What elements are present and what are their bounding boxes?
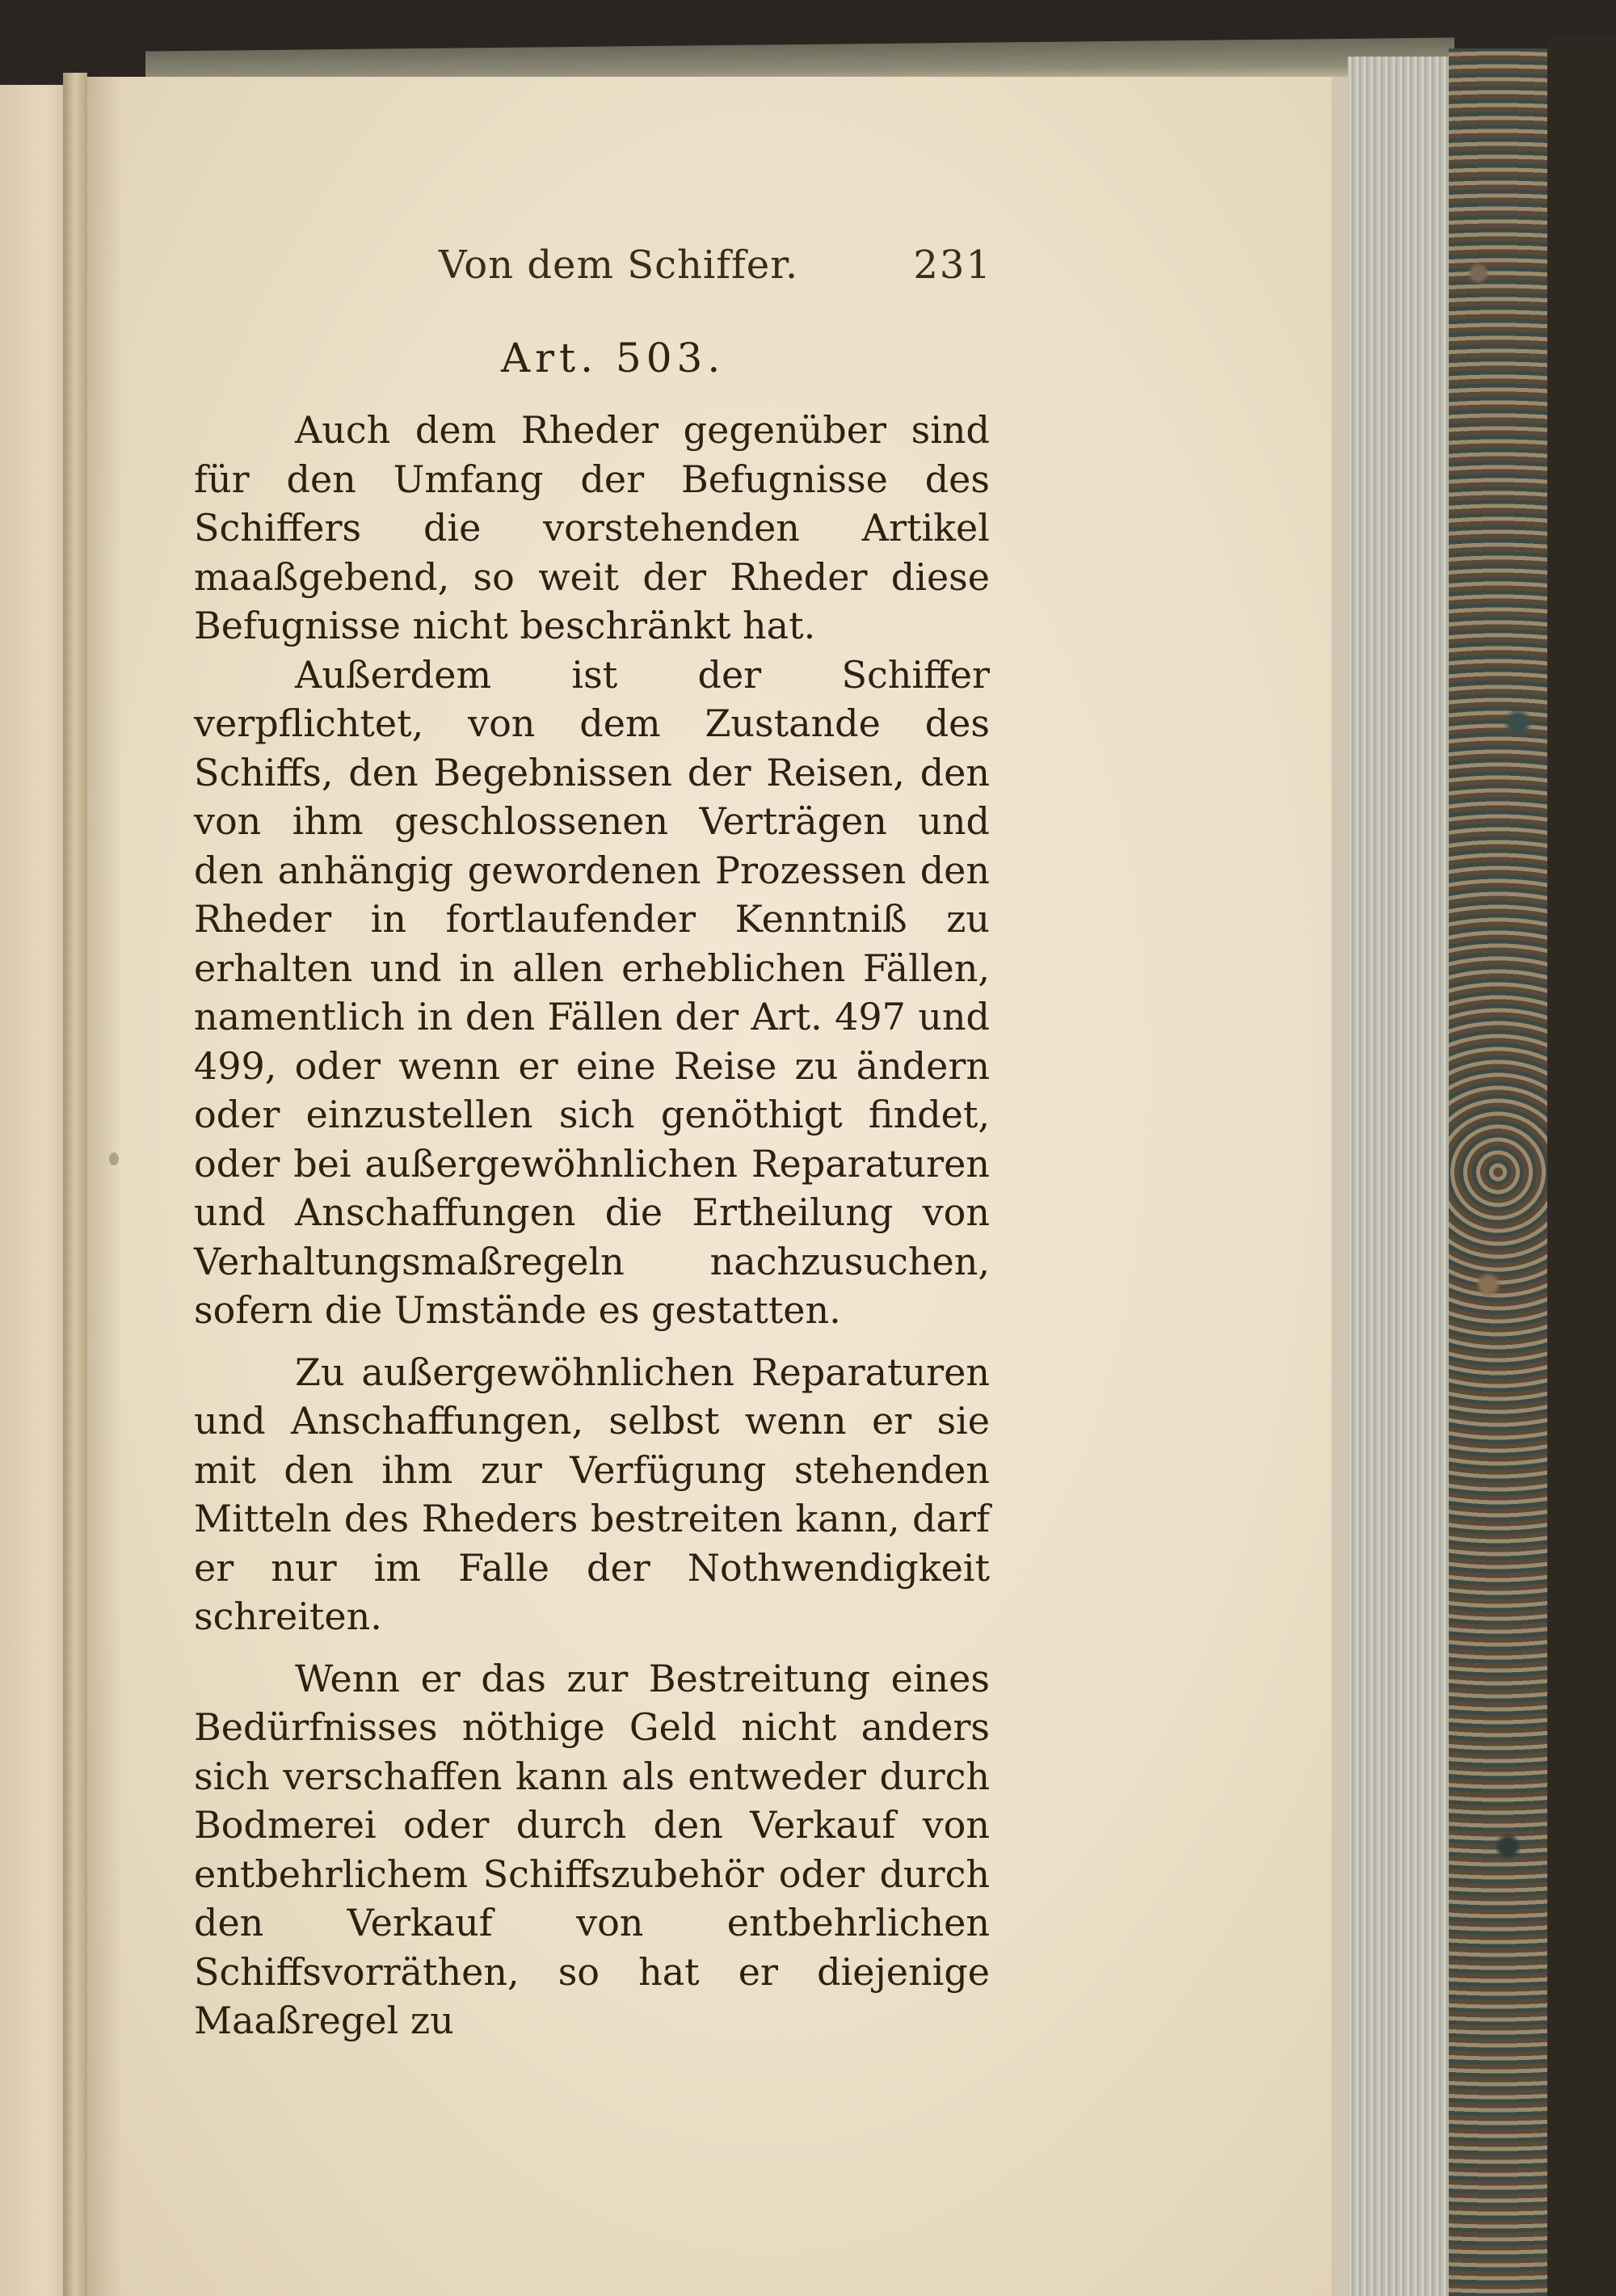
paragraph-3: Zu außergewöhnlichen Reparaturen und Anschaffungen, selbst wenn er sie mit den ihm zur Verfügung stehenden Mitteln des Rheders bestreiten kann, darf er nur im Falle der Nothwendigkeit schreiten. <box>194 1350 990 1638</box>
book-cover-back <box>1547 36 1616 2296</box>
article-heading: Art. 503. <box>501 335 726 381</box>
paragraph-1: Auch dem Rheder gegenüber sind für den Umfang der Befugnisse des Schiffers die vorstehenden Artikel maaßgebend, so weit der Rheder diese Befugnisse nicht beschränkt hat. <box>194 408 990 647</box>
marbled-cover-edge <box>1449 48 1547 2296</box>
ink-spot <box>109 1152 119 1165</box>
book-gutter <box>63 73 87 2296</box>
article-body <box>194 406 990 2045</box>
page-number: 231 <box>913 242 992 288</box>
page-edge <box>1332 77 1348 2296</box>
book-fore-edge <box>1348 57 1449 2296</box>
running-title: Von dem Schiffer. <box>439 242 799 288</box>
paragraph-2: Außerdem ist der Schiffer verpflichtet, von dem Zustande des Schiffs, den Begebnissen der Reisen, den von ihm geschlossenen Verträgen und den anhängig gewordenen Prozessen den Rheder in fortlaufender Kenntniß zu erhalten und in allen erheblichen Fällen, namentlich in den Fällen der Art. 497 und 499, oder wenn er eine Reise zu ändern oder einzustellen sich genöthigt findet, oder bei außergewöhnlichen Reparaturen und Anschaffungen die Ertheilung von Verhaltungsmaßregeln nachzusuchen, sofern die Umstände es gestatten. <box>194 652 990 1332</box>
running-head <box>196 242 992 291</box>
paragraph-4: Wenn er das zur Bestreitung eines Bedürfnisses nöthige Geld nicht anders sich verschaffen kann als entweder durch Bodmerei oder durch den Verkauf von entbehrlichem Schiffszubehör oder durch den Verkauf von entbehrlichen Schiffsvorräthen, so hat er diejenige Maaßregel zu <box>194 1656 990 2042</box>
